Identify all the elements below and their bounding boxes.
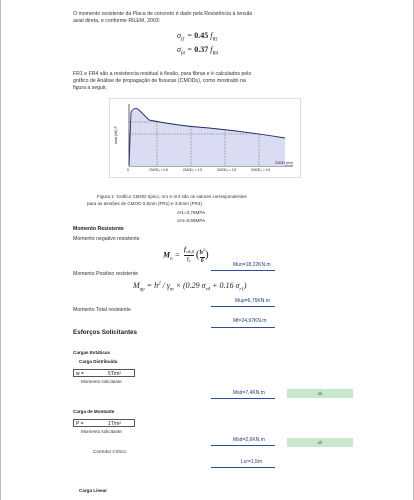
sigma-r1-value: σr1=0,76MPa (177, 210, 205, 215)
msd1-result: Msd=7,4KN.m (233, 390, 265, 396)
ok-badge-1: ok (287, 389, 353, 398)
figure-caption-2: para as tensões de CMOD 0,5mm (FR1) e 3,5mm (FR4) (87, 201, 202, 206)
ok-badge-2: ok (287, 438, 353, 447)
mup-result: Mup=6,75KN.m (235, 298, 270, 304)
p-input-value: 1T/m² (108, 421, 122, 427)
carga-distribuida-title: Carga Distribuída (79, 359, 118, 364)
momento-negativo-formula: $M_n$ = $f_{ctk,fl}$ $\gamma_c$ ( $\frac{h^2}{6}$ ) (163, 246, 209, 264)
figure-tick-2: CMOD₂ = 1.5 (183, 168, 203, 172)
equation-sigma-f4: $\sigma_{f4} = 0.37$ $f_{R4}$ (177, 45, 219, 57)
p-input-label: P = (76, 421, 84, 427)
figure-caption-1: Figura 1: Gráfico CMOD típico, σr1 e σr4 são os valores correspondentes (97, 194, 247, 199)
momento-resistente-title: Momento Resistente (73, 226, 124, 232)
figure-tick-3: CMOD₃ = 2.5 (217, 168, 237, 172)
figure-zero-label: 0 (127, 168, 129, 172)
msd2-result-underline (211, 445, 275, 446)
carga-montante-title: Carga de Montante (73, 409, 115, 414)
paragraph-line-1: FR1 e FR4 são a resistencia residual à flexão, para fibras e é calculados pelo (73, 71, 252, 77)
paragraph-line-3: figura a seguir. (73, 85, 108, 91)
mt-result-underline (211, 327, 275, 328)
figure-tick-1: CMOD₁ = 0.5 (149, 168, 168, 172)
mun-result-underline (211, 270, 275, 271)
mun-result: Mun=18,22KN.m (233, 262, 271, 268)
w-input-value: 5T/m² (108, 371, 122, 377)
lcr-result: Lcr=1,5m (241, 459, 262, 465)
carga-linear-title: Carga Linear (79, 488, 108, 493)
intro-line-1: O momento resistente da Placa de concreto é dado pela Resistência à tensão (73, 11, 253, 17)
momento-solicitante-label-2: Momento solicitante (81, 429, 122, 434)
sigma-r4-value: σr4=0,66MPa (177, 218, 205, 223)
cmod-figure (109, 98, 301, 178)
intro-line-2: axial direta, e conforme RILEM, 2003: (73, 18, 161, 24)
equation-sigma-f1: $\sigma_{f1} = 0.45$ $f_{R1}$ (177, 31, 219, 43)
mup-result-underline (211, 306, 275, 307)
mt-result: Mt=24,97KN.m (233, 318, 267, 324)
paragraph-line-2: gráfico de Análise de propagação de fissuras (CMODs), como mostrado na (73, 78, 246, 84)
figure-tick-4: CMOD₄ = 3.5 (251, 168, 271, 172)
cargas-estaticas-title: Cargas Estáticas (73, 350, 111, 355)
msd2-result: Msd=2,6KN.m (233, 437, 265, 443)
corredor-critico-label: Corredor Crítico: (93, 449, 127, 454)
lcr-result-underline (211, 467, 275, 468)
momento-negativo-label: Momento negativo resistente (73, 236, 140, 242)
momento-solicitante-label-1: Momento solicitante (81, 379, 122, 384)
p-input[interactable] (73, 419, 135, 427)
w-input-label: w = (76, 371, 84, 377)
w-input[interactable] (73, 369, 135, 377)
figure-x-label: CMOD (mm) (275, 161, 294, 165)
figure-y-label: load (kN) F (114, 126, 118, 144)
msd1-result-underline (211, 398, 275, 399)
momento-total-label: Momento Total resistente (73, 307, 131, 313)
esforcos-solicitantes-title: Esforços Solicitantes (73, 329, 138, 336)
momento-positivo-formula: $M_{up} = h^2 / \gamma_m \times (0.29$ $\sigma_{r4} + 0.16$ $\sigma_{r1}$) (133, 281, 247, 293)
momento-positivo-label: Momento Positivo resistente (73, 271, 139, 277)
